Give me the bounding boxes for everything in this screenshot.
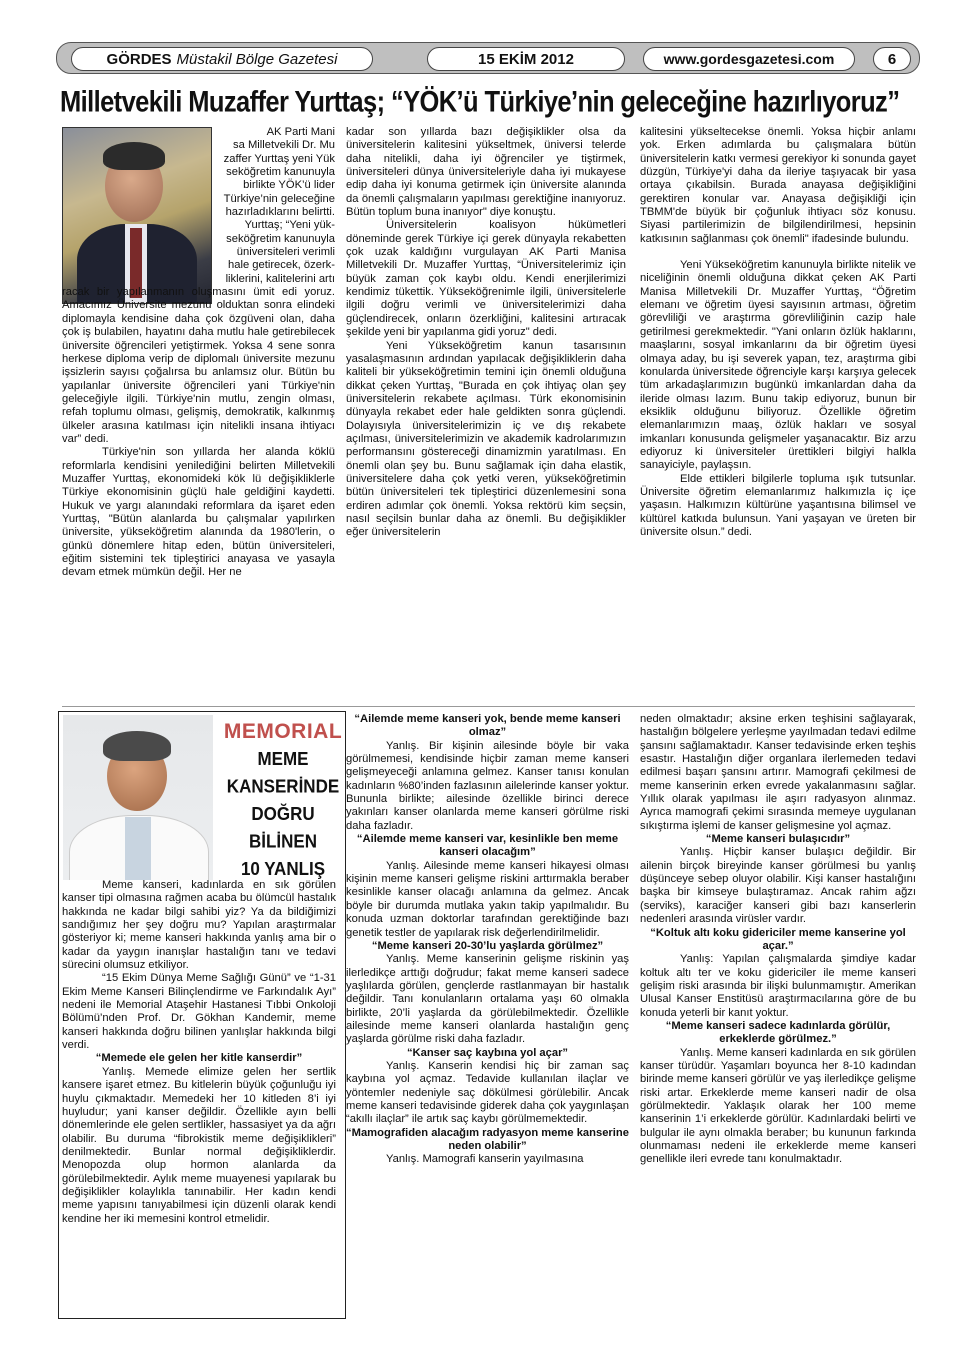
- section-divider: [62, 706, 915, 707]
- lead-line: liklerini, kalitelerini artı: [225, 272, 335, 285]
- headline-line: MEME: [257, 748, 309, 770]
- paragraph: Yeni Yükseköğretim kanunuyla birlikte nitelik ve niceliğinin önemli olduğuna dikkat çeken AK Parti Manisa Milletvekili Dr. Muzaffer Yurttaş, “Öğretim elemanı ve öğretim üyesi sayısının artması, öğretim görevliliği ve araştırma görevliliğinin cazip hale getirilmesi gerekmektedir. "Yani onların özlük haklarını, maaşlarını, sosyal imkanlarını da bir öğretim üyesi olmaya aday, bu işi severek yapan, tez, araştırma gibi konularda üniversitede öğrenciyle karşı karşıya gelecek tüm arkadaşlarımızın bugünkü imkanlardan daha da ileride olması lazım. Bunu takip ediyoruz, bunun bir eksiklik olduğunu biliyoruz. Özellikle öğretim elemanlarımızın maaş, özlük hakları ve sosyal imkanları konusunda gelişmeler yaşanacaktır. Biz arzu ediyoruz ki üniversiteler ürettikleri bilgiyi halkla sanayiciyle, paylaşsın.: [640, 259, 916, 472]
- lead-line: seköğretim kanunuyla: [226, 166, 335, 179]
- lead-line: hazırladıklarını belirtti.: [225, 206, 335, 219]
- headline-line: 10 YANLIŞ: [240, 858, 326, 880]
- headline-line: BİLİNEN: [249, 830, 317, 852]
- headline-line: KANSERİNDE: [226, 775, 340, 797]
- paper-name-bold: GÖRDES: [106, 50, 172, 68]
- subheading: “Memede ele gelen her kitle kanserdir”: [95, 1052, 303, 1065]
- paragraph: “15 Ekim Dünya Meme Sağlığı Günü” ve “1-31 Ekim Meme Kanseri Bilinçlendirme ve Farkındalık Ayı” nedeni ile Memorial Ataşehir Hastanesi Tıbbi Onkoloji Bölümü’nden Prof. Dr. Gökhan Kandemir, meme kanseri hakkında doğru bilinen yanlışlar hakkında bilgi verdi.: [62, 972, 336, 1052]
- lead-line: Türkiye’nin geleceğine: [223, 192, 335, 205]
- website-link[interactable]: www.gordesgazetesi.com: [643, 47, 855, 71]
- article2-column-3: [640, 713, 916, 1167]
- paragraph: Yanlış. Ailesinde meme kanseri hikayesi olması kişinin meme kanseri gelişme riskini arttırmakla beraber kesinlikle kanser olacağı anlamına da gelmez. Ancak böyle bir durumda mutlaka yakın takip yapılmalıdır. Bu konuda uzman doktorlar tarafından gerektiğinde bazı genetik testler de yapılarak risk değerlendirilmelidir.: [346, 859, 629, 939]
- lead-line: sa Milletvekili Dr. Mu: [233, 139, 335, 152]
- paragraph: Meme kanseri, kadınlarda en sık görülen kanser tipi olmasına rağmen acaba bu ölümcül hastalık hakkında ne kadar bilgi sahibi yiz? Ya da bildiğimizi sandığımız her şey doğru mu? Yapılan araştırmalar gösteriyor ki; meme kanseri hakkında yanlış ama bir o kadar da yaygın inanışlar hastalığın tanı ve tedavi sürecini olumsuz etkiliyor.: [62, 879, 336, 972]
- lead-line: zaffer Yurttaş yeni Yük: [223, 152, 335, 165]
- article1-column-1: [62, 126, 335, 580]
- article1-column-2: [346, 126, 626, 540]
- lead-line: Yurttaş; “Yeni yük-: [244, 219, 335, 232]
- lead-line: seköğretim kanunuyla: [226, 232, 335, 245]
- subheading: “Meme kanseri bulaşıcıdır”: [705, 833, 851, 846]
- page-number: 6: [873, 47, 911, 71]
- wrapped-lead: [214, 126, 335, 286]
- article1-column-3: [640, 126, 916, 539]
- article-title: Milletvekili Muzaffer Yurttaş; “YÖK’ü Türkiye’nin geleceğine hazırlıyoruz”: [60, 86, 900, 119]
- paragraph: kadar son yıllarda bazı değişiklikler olsa da üniversitelerin kalitesini yükseltmek, üniversi telerde daha nitelikli, daha iyi öğrenciler ye tiştirmek, üniversiteleri dünya üniversiteleriyle daha iyi mukayese edip daha iyi konuma getirmek için üniversite alanında da önemli çalışmaların yapılması gerektiğine inanıyoruz. Bütün toplum buna inanıyor" diye konuştu.: [346, 126, 626, 219]
- subheading: “Mamografiden alacağım radyasyon meme kanserine neden olabilir”: [346, 1126, 629, 1152]
- article2-column-1: [62, 879, 336, 1226]
- subheading: “Meme kanseri 20-30’lu yaşlarda görülmez”: [371, 939, 604, 952]
- paragraph: racak bir yapılanmanın oluşmasını ümit edi yoruz. Amacımız Üniversite mezunu olduktan sonra elindeki diplomayla kendisine daha çok özgüveni olan, daha çok iş bulabilen, hayatını daha mutlu hale getirebilecek üniversite öğrencileri yetiştirmek. Yoksa 4 sene sonra herkese diploma verip de diplomalı üniversite mezunu işsizlerin sayısı çoğalırsa bu anlamsız olur. Bütün bu yapılanlar üniversite öğrencileri yani Türkiye'nin geleceğiyle ilgili. Türkiye'nin mutlu, zengin olması, refah toplumu olması, gelişmiş, demokratik, kalkınmış ülkeler arasına katılması için nitelikli insana ihtiyacı var” dedi.: [62, 286, 335, 445]
- memorial-logo: MEMORIAL: [223, 720, 343, 743]
- paragraph: Yeni Yükseköğretim kanun tasarısının yasalaşmasının ardından yapılacak değişikliklerin daha kaliteli bir yükseköğretimin temini için önemli olduğuna dikkat çeken Yurttaş, "Burada en çok ihtiyaç olan şey üniversitelerin rekabete açılması. Türk ekonomisinin dünyayla rekabet eder hale geldikten sonra güçlendi. Dolayısıyla üniversitelerimizin iç ve dış rekabete açılması, üniversitelerimizin ve akademik kadrolarımızın performansını göstereceği dinamizmin yaratılması. En önemli olan şey bu. Bunu sağlamak için daha elastik, üniversitelere daha çok yetki veren, yükseköğretimin bütün üniversiteleri tek tipleştirici düzenlemesini sona erdiren adımlar çok önemli. Yoksa rektörü kim seçsin, nasıl seçilsin bunlar daha az önemli. Bu değişiklikler eğer üniversitelerin: [346, 339, 626, 539]
- paper-name-italic: Müstakil Bölge Gazetesi: [176, 50, 338, 68]
- subheading: “Ailemde meme kanseri var, kesinlikle ben meme kanseri olacağım”: [356, 833, 619, 859]
- paragraph: Elde ettikleri bilgilerle topluma ışık tutsunlar. Üniversite öğretim elemanlarımız halkımızla iç içe yaşasın. Halkımızın kültürüne yaşantısına bilimsel ve kültürel katkıda bulunsun. Yani yaşayan ve üreten bir üniversite olsun.” dedi.: [640, 472, 916, 538]
- paragraph: Yanlış. Meme kanseri kadınlarda en sık görülen kanser türüdür. Yaşamları boyunca her 8-10 kadından birinde meme kanseri görülür ve yaş ilerledikçe gelişme riski artar. Erkeklerde meme kanseri nadir de olsa görülmektedir. Yaklaşık olarak her 100 meme kanserinin 1’i erkeklerde görülür. Kadınlardaki belirti ve bulgular ile aynı olmakla beraber; bu kununun farkında olunmaması nedeni ile erkeklerde meme kanseri genellikle ileri evrede tanı konulmaktadır.: [640, 1046, 916, 1166]
- doctor-photo: [63, 715, 213, 880]
- issue-date: 15 EKİM 2012: [427, 47, 625, 71]
- paragraph: Yanlış. Memede elimize gelen her sertlik kansere işaret etmez. Bu kitlelerin büyük çoğunluğu iyi huylu çıkmaktadır. Memedeki her 10 kitleden 8’i iyi huyludur; yani kanser değildir. Özellikle ayın belli dönemlerinde ele gelen sertlikler, hassasiyet ya da ağrı olabilir. Bu duruma “fibrokistik meme değişiklikleri” denilmektedir. Bunlar normal değişikliklerdir. Menopozda olup hormon alanlarda da görülebilmektedir. Aylık meme muayenesi yapılarak bu değişiklikler kolaylıkla tanınabilir. Her kadın kendi meme yapısını tanıyabilmesi için düzenli olarak kendi kendine her iki memesini kontrol etmelidir.: [62, 1065, 336, 1225]
- paragraph: Yanlış. Hiçbir kanser bulaşıcı değildir. Bir ailenin birçok bireyinde kanser görülmesi bu yanlış düşünceye sebep oluyor olabilir. Kişi kanser hastalığını başka bir kimseye bulaştıramaz. Ancak rahim ağzı (serviks), karaciğer kanseri gibi bazı kanserlerin nedenleri arasında virüsler vardır.: [640, 846, 916, 926]
- lead-line: AK Parti Mani: [266, 126, 335, 138]
- subheading: “Koltuk altı koku gidericiler meme kanserine yol açar.”: [650, 926, 906, 952]
- memorial-headline: [218, 745, 348, 883]
- paragraph: Yanlış: Yapılan çalışmalarda şimdiye kadar koltuk altı ter ve koku gidericiler ile meme kanseri gelişim riski arasında bir ilişki bulunmamıştır. Amerikan Ulusal Kanser Enstitüsü araştırmacılarına göre de bu konuda yeterli bir kanıt yoktur.: [640, 953, 916, 1019]
- paragraph: neden olmaktadır; aksine erken teşhisini sağlayarak, hastalığın bölgelere yerleşme yayılmadan tedavi edilme şansını sağlamaktadır. Kanser tedavisinde erken teşhis esastır. Hastalığın diğer organlara ilerlemeden tedavi edilmesi başarı şansını artırır. Mamografi çekilmesi de meme kanserinin erken evrede yakalanmasını sağlar. Yıllık olarak yapılması ile aşırı radyasyon alınmaz. Ayrıca mamografi çekimi sırasında memeye uygulanan sıkıştırma işlemi de kanser gelişmesine yol açmaz.: [640, 713, 916, 832]
- lead-line: üniversiteleri verimli: [236, 246, 335, 259]
- paragraph: Yanlış. Bir kişinin ailesinde böyle bir vaka görülmemesi, kendisinde hiçbir zaman meme kanseri gelişmeyeceği anlamına gelmez. Kanser tanısı konulan kadınların %80’inden fazlasının ailelerinde kanser yoktur. Bununla birlikte; ailesinde özellikle birinci derece yakınları kanser olanlarda meme kanseri görülme riski daha fazladır.: [346, 739, 629, 832]
- paragraph: Türkiye'nin son yıllarda her alanda köklü reformlarla kendisini yenilediğini belirten Milletvekili Muzaffer Yurttaş, ekonomideki kök lü değişikliklerle Türkiye ekonomisinin güçlü hale geldiğini kaydetti. Hukuk ve yargı alanındaki reformlara da işaret eden Yurttaş, "Bütün alanlarda bu çalışmalar yapılırken üniversite, yükseköğretim alanında da 1980'lerin, o günkü dönemlere hitap eden, bütün üniversiteleri, eğitim sistemini tek tipleştirici anayasa ve yasayla devam etmek mümkün değil. Her ne: [62, 446, 335, 579]
- paragraph: Üniversitelerin koalisyon hükümetleri döneminde gerek Türkiye içi gerek dünyayla rekabetten çok uzak kaldığını vurgulayan AK Parti Manisa Milletvekili Dr. Muzaffer Yurttaş, “Üniversitelerimiz için büyük zaman çok kaybı oldu. Kendi enerjilerimizi kendimiz tükettik. Yükseköğrenimle ilgili, üniversitelerle ilgili doğru verimli ve üniversitelerimizi daha güçlendirecek, onların özerkliğini, kalitesini artıracak şekilde yeni bir yapılanma gidi yoruz" dedi.: [346, 219, 626, 339]
- paper-name: [71, 47, 373, 71]
- paragraph: Yanlış. Mamografi kanserin yayılmasına: [386, 1153, 584, 1166]
- lead-line: birlikte YÖK’ü lider: [243, 179, 335, 192]
- paragraph: kalitesini yükseltecekse önemli. Yoksa hiçbir anlamı yok. Erken adımlarda bu çalışmalara bütün üniversitelerin katkı vermesi gerekiyor ki sonunda gayet düzgün, Türkiye'yi daha da ileriye taşıyacak bir yasa ortaya çıkabilsin. Burada anayasa değişikliğini gerektiren konular var. Anayasa değişikliği için TBMM'de büyük bir çoğunluk ihtiyacı söz konusu. Siyasi partilerimizin de bilgilendirilmesi, hepsinin katkısının sağlanması çok önemli" ifadesinde bulundu.: [640, 126, 916, 245]
- subheading: “Kanser saç kaybına yol açar”: [406, 1046, 569, 1059]
- headline-line: DOĞRU: [251, 803, 315, 825]
- subheading: “Ailemde meme kanseri yok, bende meme kanseri olmaz”: [354, 713, 621, 739]
- subheading: “Meme kanseri sadece kadınlarda görülür, erkeklerde görülmez.”: [665, 1019, 891, 1046]
- masthead-bar: [56, 42, 920, 74]
- paragraph: Yanlış. Meme kanserinin gelişme riskinin yaş ilerledikçe arttığı doğrudur; fakat meme kanseri sadece yaşlılarda görülen, gençlerde rastlanmayan bir hastalık değildir. Tanı konulanların ortalama yaşı 60 olmakla birlikte, 20’li yaşlarda da görülebilmektedir. Özellikle ailesinde meme kanseri olanlarda hastalığın genç yaşlarda görülme riski daha fazladır.: [346, 953, 629, 1046]
- article2-column-2: [346, 713, 629, 1167]
- paragraph: Yanlış. Kanserin kendisi hiç bir zaman saç kaybına yol açmaz. Tedavide kullanılan ilaçlar ve yöntemler nedeniyle saç dökülmesi görülebilir. Ancak meme kanseri tedavisinde giderek daha çok yaygınlaşan “akıllı ilaçlar” ile artık saç kaybı görülmemektedir.: [346, 1059, 629, 1126]
- lead-line: hale getirecek, özerk-: [228, 259, 335, 272]
